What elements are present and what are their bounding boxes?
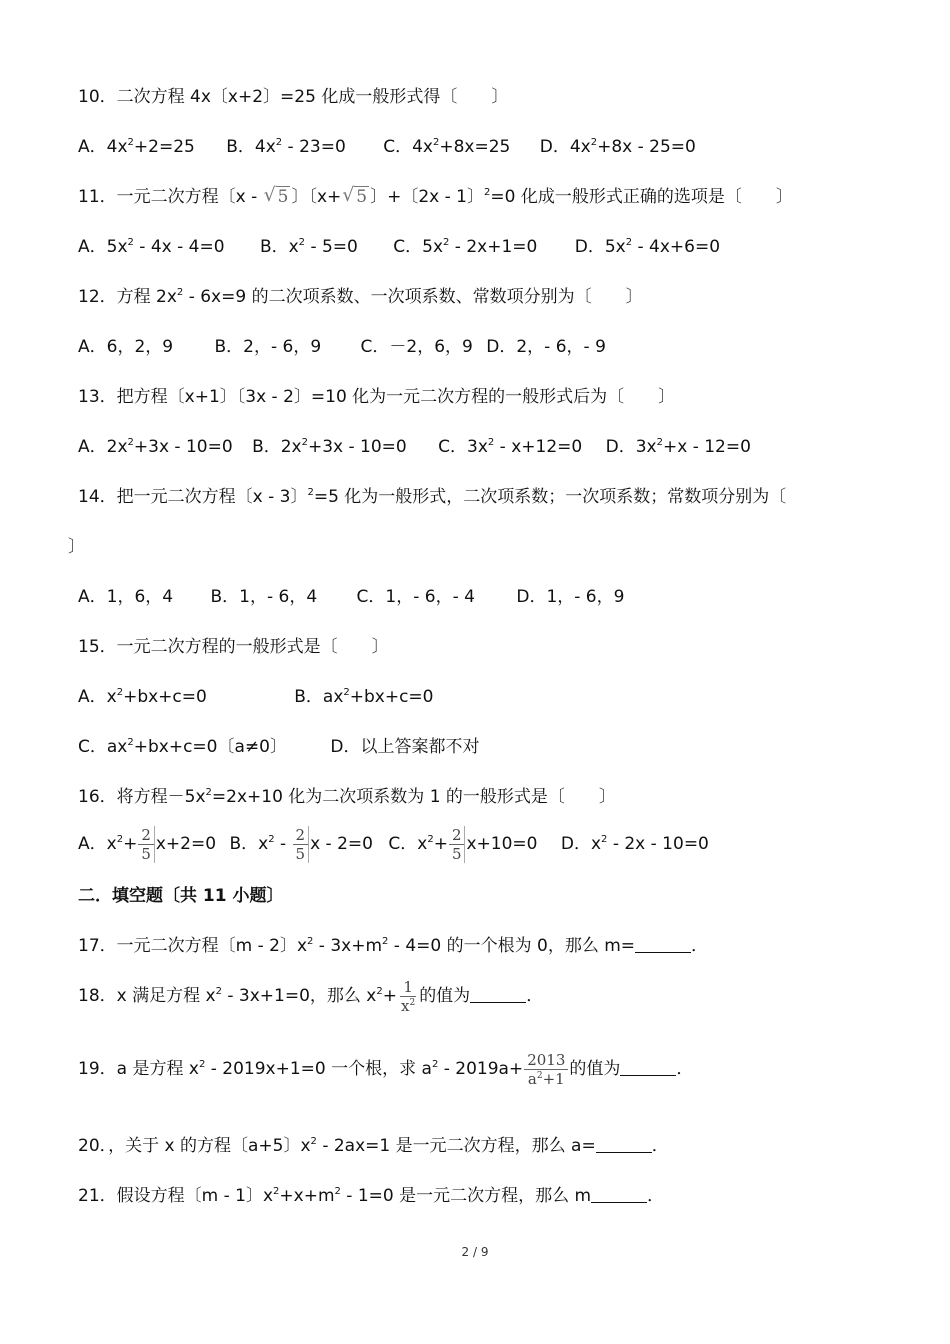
option-b: B．$x^2$ - $\frac{2}{5}$ x - 2=0 (229, 825, 373, 863)
question-14: 14．把一元二次方程〔x - 3〕$^2$=5 化为一般形式，二次项系数；一次项系数；常数项分别为〔 (78, 487, 787, 507)
fraction-two-fifths: $\frac{2}{5}$ (449, 826, 466, 863)
question-16-options (78, 821, 709, 867)
answer-blank[interactable] (470, 986, 526, 1003)
question-10: 10．二次方程 4x〔x+2〕=25 化成一般形式得〔 〕 (78, 87, 509, 107)
answer-blank[interactable] (635, 936, 691, 953)
option-d: D．$x^2 - 2x - 10=0$ (560, 834, 709, 854)
option-c: C．$4x^2+8x=25$ (383, 137, 511, 157)
question-13: 13．把方程〔x+1〕〔3x - 2〕=10 化为一元二次方程的一般形式后为〔 〕 (78, 387, 676, 407)
answer-blank[interactable] (591, 1186, 647, 1203)
question-14-options (78, 585, 624, 609)
answer-blank[interactable] (620, 1059, 676, 1076)
option-b: B．1，- 6，4 (210, 587, 318, 607)
question-12-options (78, 335, 606, 359)
option-a: A．1，6，4 (78, 587, 174, 607)
question-10-options (78, 135, 696, 159)
sqrt-5: √ 5 (264, 185, 291, 209)
option-d: D．$5x^2 - 4x+6=0$ (574, 237, 721, 257)
question-18: 18．x 满足方程 $x^2 - 3x+1=0$，那么 $x^2+$ $\frac{1}{x^2}$ 的值为 ． (78, 977, 544, 1015)
question-12: 12．方程 $2x^2 - 6x=9$ 的二次项系数、一次项系数、常数项分别为〔 〕 (78, 287, 643, 307)
option-b: B．$x^2 - 5=0$ (259, 237, 358, 257)
question-14-continued: 〕 (68, 537, 85, 557)
question-15-options-cd (78, 735, 479, 759)
option-d: D．1，- 6，9 (516, 587, 625, 607)
fraction-two-fifths: $\frac{2}{5}$ (293, 826, 310, 863)
option-c: C．－2，6，9 (360, 337, 473, 357)
fraction-one-over-x-squared: $\frac{1}{x^2}$ (400, 977, 416, 1015)
question-15: 15．一元二次方程的一般形式是〔 〕 (78, 637, 389, 657)
option-b: B．2，- 6，9 (214, 337, 322, 357)
option-a: A．$x^2+bx+c=0$ (78, 687, 207, 707)
option-c: C．1，- 6，- 4 (356, 587, 475, 607)
question-13-options (78, 435, 751, 459)
answer-blank[interactable] (596, 1136, 652, 1153)
option-a: A．6，2，9 (78, 337, 174, 357)
question-21: 21．假设方程〔m - 1〕$x^2+x+m^2 - 1=0$ 是一元二次方程，那么 m ． (78, 1186, 665, 1206)
question-16: 16．将方程$-5x^2=2x+10$ 化为二次项系数为 1 的一般形式是〔 〕 (78, 787, 616, 807)
sqrt-5: √ 5 (342, 185, 369, 209)
option-d: D．以上答案都不对 (330, 737, 480, 757)
option-d: D．$3x^2+x - 12=0$ (605, 437, 751, 457)
question-11-options (78, 235, 720, 259)
section-heading: 二．填空题〔共 11 小题〕 (78, 886, 284, 906)
question-11: 11．一元二次方程〔x - √ 5 〕〔x+√ 5 〕+〔2x - 1〕$^2$=0 化成一般形式正确的选项是〔 〕 (78, 185, 793, 209)
option-b: B．$ax^2+bx+c=0$ (294, 687, 434, 707)
option-c: C．$3x^2 - x+12=0$ (438, 437, 583, 457)
option-b: B．$2x^2+3x - 10=0$ (252, 437, 407, 457)
option-a: A．$2x^2+3x - 10=0$ (78, 437, 233, 457)
question-17: 17．一元二次方程〔m - 2〕$x^2 - 3x+m^2 - 4=0$ 的一个根为 0，那么 m= ． (78, 936, 709, 956)
question-20: 20．，关于 x 的方程〔a+5〕$x^2 - 2ax=1$ 是一元二次方程，那么 a= ． (78, 1136, 669, 1156)
option-d: D．2，- 6，- 9 (486, 337, 606, 357)
option-c: C．$x^2+$ $\frac{2}{5}$ x+10=0 (388, 825, 538, 863)
fraction-2013-over-a-squared-plus-1: $\frac{2013}{a^2+1}$ (524, 1051, 568, 1088)
option-c: C．$ax^2+bx+c=0$〔a≠0〕 (78, 737, 287, 757)
question-19: 19．a 是方程 $x^2 - 2019x+1=0$ 一个根，求 $a^2 - 2019a+$ $\frac{2013}{a^2+1}$ 的值为 ． (78, 1050, 694, 1088)
option-a: A．$4x^2+2=25$ (78, 137, 195, 157)
page-number: 2 / 9 (461, 1245, 489, 1259)
option-b: B．$4x^2 - 23=0$ (226, 137, 346, 157)
fraction-two-fifths: $\frac{2}{5}$ (138, 826, 155, 863)
question-15-options-ab (78, 685, 434, 709)
option-d: D．$4x^2+8x - 25=0$ (539, 137, 696, 157)
option-a: A．$x^2+$ $\frac{2}{5}$ x+2=0 (78, 825, 217, 863)
option-c: C．$5x^2 - 2x+1=0$ (393, 237, 538, 257)
option-a: A．$5x^2 - 4x - 4=0$ (78, 237, 225, 257)
